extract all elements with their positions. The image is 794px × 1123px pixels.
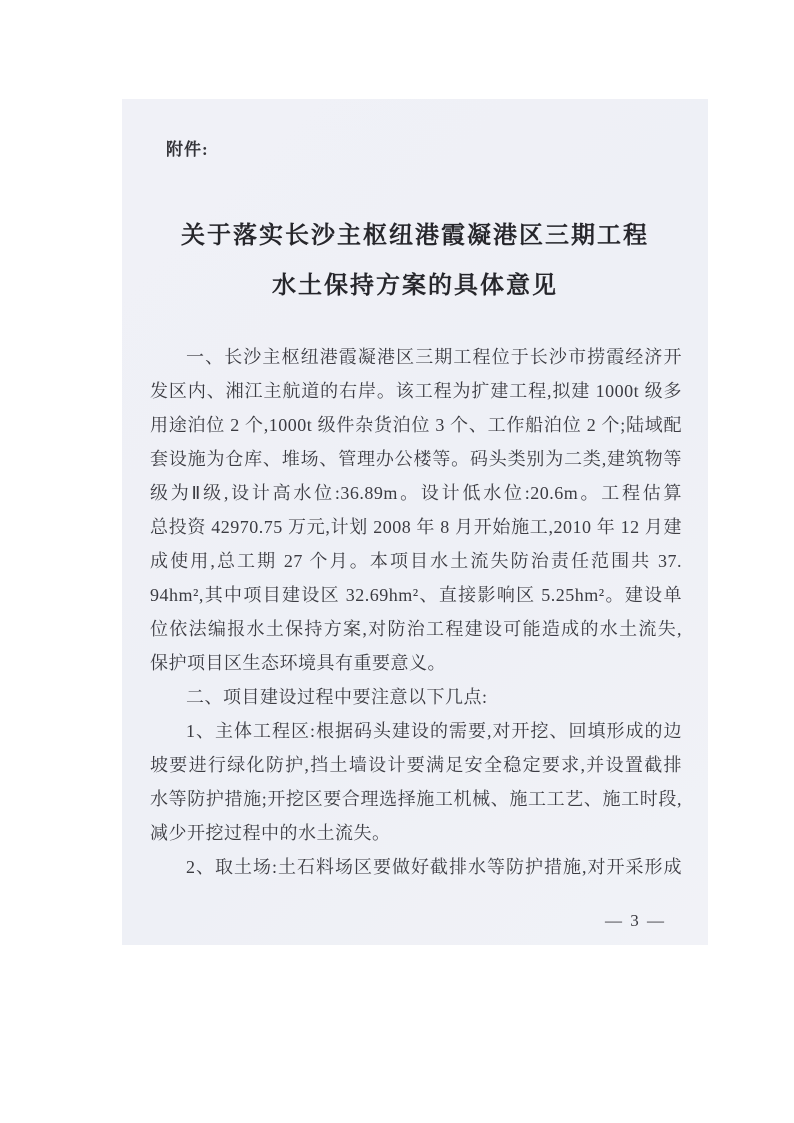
title-line-1: 关于落实长沙主枢纽港霞凝港区三期工程 [181,222,649,249]
body-line: 用途泊位 2 个,1000t 级件杂货泊位 3 个、工作船泊位 2 个;陆域配 [150,415,682,435]
body-line: 水等防护措施;开挖区要合理选择施工机械、施工工艺、施工时段, [150,789,682,809]
body-line: 二、项目建设过程中要注意以下几点: [186,687,488,707]
body-line: 保护项目区生态环境具有重要意义。 [150,653,446,673]
body-line: 位依法编报水土保持方案,对防治工程建设可能造成的水土流失, [150,619,682,639]
body-line: 总投资 42970.75 万元,计划 2008 年 8 月开始施工,2010 年 12 月建 [150,517,682,537]
body-line: 套设施为仓库、堆场、管理办公楼等。码头类别为二类,建筑物等 [150,449,682,469]
body-line: 坡要进行绿化防护,挡土墙设计要满足安全稳定要求,并设置截排 [150,755,682,775]
body-line: 成使用,总工期 27 个月。本项目水土流失防治责任范围共 37. [150,551,682,571]
body-line: 2、取土场:土石料场区要做好截排水等防护措施,对开采形成 [186,857,682,877]
document-body [150,340,682,884]
document-page [122,99,708,945]
document-title [122,211,708,311]
title-line-2: 水土保持方案的具体意见 [272,272,558,299]
body-line: 一、长沙主枢纽港霞凝港区三期工程位于长沙市捞霞经济开 [186,347,682,367]
body-line: 级为Ⅱ级,设计高水位:36.89m。设计低水位:20.6m。工程估算 [150,483,682,503]
body-line: 1、主体工程区:根据码头建设的需要,对开挖、回填形成的边 [186,721,682,741]
body-line: 减少开挖过程中的水土流失。 [150,823,391,843]
page-number: — 3 — [605,911,666,930]
attachment-label: 附件: [166,140,209,159]
body-line: 94hm²,其中项目建设区 32.69hm²、直接影响区 5.25hm²。建设单 [150,585,682,605]
body-line: 发区内、湘江主航道的右岸。该工程为扩建工程,拟建 1000t 级多 [150,381,682,401]
